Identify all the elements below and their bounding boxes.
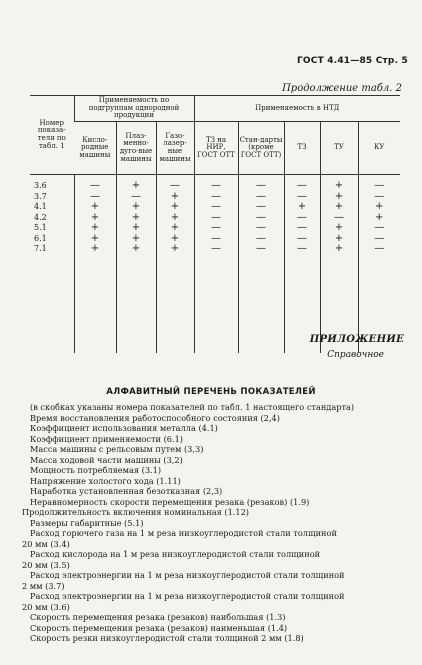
col-header-plasma: Плаз-менно-дуго-вые машины xyxy=(116,122,156,175)
row-number: 6.1 xyxy=(34,233,47,243)
cell: — xyxy=(238,181,284,192)
cell: + xyxy=(116,234,156,245)
list-item: 2 мм (3.7) xyxy=(22,580,65,591)
table-row xyxy=(30,244,400,255)
cell: + xyxy=(320,244,358,255)
cell: — xyxy=(156,181,194,192)
row-number: 4.2 xyxy=(34,212,47,222)
cell: + xyxy=(320,181,358,192)
cell: + xyxy=(156,234,194,245)
cell: + xyxy=(74,202,116,213)
table-row xyxy=(30,223,400,234)
cell: + xyxy=(284,202,320,213)
cell: + xyxy=(358,213,400,224)
cell: — xyxy=(74,192,116,203)
cell: — xyxy=(238,213,284,224)
appendix-reference: Справочное xyxy=(327,350,384,360)
table-continuation-label: Продолжение табл. 2 xyxy=(282,83,402,94)
list-item: 20 мм (3.4) xyxy=(22,538,70,549)
cell: — xyxy=(194,213,238,224)
list-item: Время восстановления работоспособного состояния (2,4) xyxy=(30,412,280,423)
cell: + xyxy=(320,223,358,234)
list-item: Коэффициент применяемости (6.1) xyxy=(30,433,183,444)
cell: — xyxy=(358,244,400,255)
list-item: Скорость перемещения резака (резаков) наименьшая (1.4) xyxy=(30,622,288,633)
cell: + xyxy=(116,181,156,192)
cell: + xyxy=(74,234,116,245)
cell: — xyxy=(284,192,320,203)
cell: — xyxy=(74,181,116,192)
list-item: Скорость резки низкоуглеродистой стали толщиной 2 мм (1.8) xyxy=(30,633,304,643)
cell: — xyxy=(238,223,284,234)
list-item: Мощность потребляемая (3.1) xyxy=(30,465,162,475)
row-number: 3.7 xyxy=(34,191,47,201)
cell: + xyxy=(320,192,358,203)
cell: — xyxy=(194,223,238,234)
cell: — xyxy=(238,234,284,245)
cell: + xyxy=(358,202,400,213)
cell: + xyxy=(156,192,194,203)
list-item: Масса ходовой части машины (3,2) xyxy=(30,454,183,465)
cell: — xyxy=(358,192,400,203)
table-row xyxy=(30,202,400,213)
cell: — xyxy=(194,192,238,203)
col-group-products: Применяемость по подгруппам однородной продукции xyxy=(74,96,194,122)
cell: + xyxy=(74,213,116,224)
col-header-laser: Газо-лазер-ные машины xyxy=(156,122,194,175)
row-number: 7.1 xyxy=(34,244,47,254)
cell: — xyxy=(284,244,320,255)
appendix-label: ПРИЛОЖЕНИЕ xyxy=(309,334,404,345)
cell: — xyxy=(194,181,238,192)
cell: + xyxy=(74,244,116,255)
cell: — xyxy=(358,181,400,192)
list-item: Расход горючего газа на 1 м реза низкоуглеродистой стали толщиной xyxy=(30,528,337,538)
cell: + xyxy=(116,223,156,234)
cell: — xyxy=(238,192,284,203)
cell: + xyxy=(116,213,156,224)
list-item: 20 мм (3.5) xyxy=(22,559,70,570)
list-item: Расход электроэнергии на 1 м реза низкоуглеродистой стали толщиной xyxy=(30,591,345,601)
col-header-ku: КУ xyxy=(358,122,400,175)
cell: + xyxy=(156,202,194,213)
col-header-tz-nir: ТЗ на НИР, ГОСТ ОТТ xyxy=(194,122,238,175)
cell: + xyxy=(320,202,358,213)
page-header: ГОСТ 4.41—85 Стр. 5 xyxy=(296,56,408,66)
cell: + xyxy=(320,234,358,245)
cell: + xyxy=(74,223,116,234)
section-title: АЛФАВИТНЫЙ ПЕРЕЧЕНЬ ПОКАЗАТЕЛЕЙ xyxy=(106,387,316,397)
cell: — xyxy=(116,192,156,203)
cell: — xyxy=(194,234,238,245)
cell: + xyxy=(116,244,156,255)
index-list xyxy=(22,402,414,644)
list-item: Неравномерность скорости перемещения резака (резаков) (1.9) xyxy=(30,496,310,507)
list-item: Напряжение холостого хода (1.11) xyxy=(30,475,181,486)
cell: + xyxy=(156,223,194,234)
cell: — xyxy=(284,234,320,245)
col-header-standards: Стан-дарты (кроме ГОСТ ОТТ) xyxy=(238,122,284,175)
cell: — xyxy=(194,244,238,255)
cell: — xyxy=(358,234,400,245)
cell: — xyxy=(284,223,320,234)
cell: — xyxy=(194,202,238,213)
list-item: Расход электроэнергии на 1 м реза низкоуглеродистой стали толщиной xyxy=(30,570,345,580)
applicability-table xyxy=(30,95,400,353)
cell: — xyxy=(358,223,400,234)
cell: + xyxy=(156,213,194,224)
col-group-ntd: Применяемость в НТД xyxy=(194,96,400,122)
list-item: (в скобках указаны номера показателей по табл. 1 настоящего стандарта) xyxy=(30,402,355,412)
col-header-oxygen: Кисло-родные машины xyxy=(74,122,116,175)
cell: + xyxy=(116,202,156,213)
list-item: Коэффициент использования металла (4.1) xyxy=(30,423,218,433)
list-item: Продолжительность включения номинальная (1.12) xyxy=(22,507,249,517)
list-item: Размеры габаритные (5.1) xyxy=(30,517,144,528)
list-item: Наработка установленная безотказная (2,3) xyxy=(30,486,223,496)
col-header-tz: ТЗ xyxy=(284,122,320,175)
col-header-tu: ТУ xyxy=(320,122,358,175)
cell: — xyxy=(238,244,284,255)
row-number: 5.1 xyxy=(34,223,47,233)
list-item: 20 мм (3.6) xyxy=(22,601,70,612)
cell: — xyxy=(320,213,358,224)
cell: — xyxy=(238,202,284,213)
col-header-number: Номер показа-теля по табл. 1 xyxy=(30,96,74,175)
list-item: Масса машины с рельсовым путем (3,3) xyxy=(30,444,204,454)
row-number: 3.6 xyxy=(34,181,47,191)
cell: + xyxy=(156,244,194,255)
table-row xyxy=(30,181,400,192)
list-item: Скорость перемещения резака (резаков) наибольшая (1.3) xyxy=(30,612,286,622)
list-item: Расход кислорода на 1 м реза низкоуглеродистой стали толщиной xyxy=(30,549,321,559)
cell: — xyxy=(284,213,320,224)
row-number: 4.1 xyxy=(34,202,47,212)
cell: — xyxy=(284,181,320,192)
